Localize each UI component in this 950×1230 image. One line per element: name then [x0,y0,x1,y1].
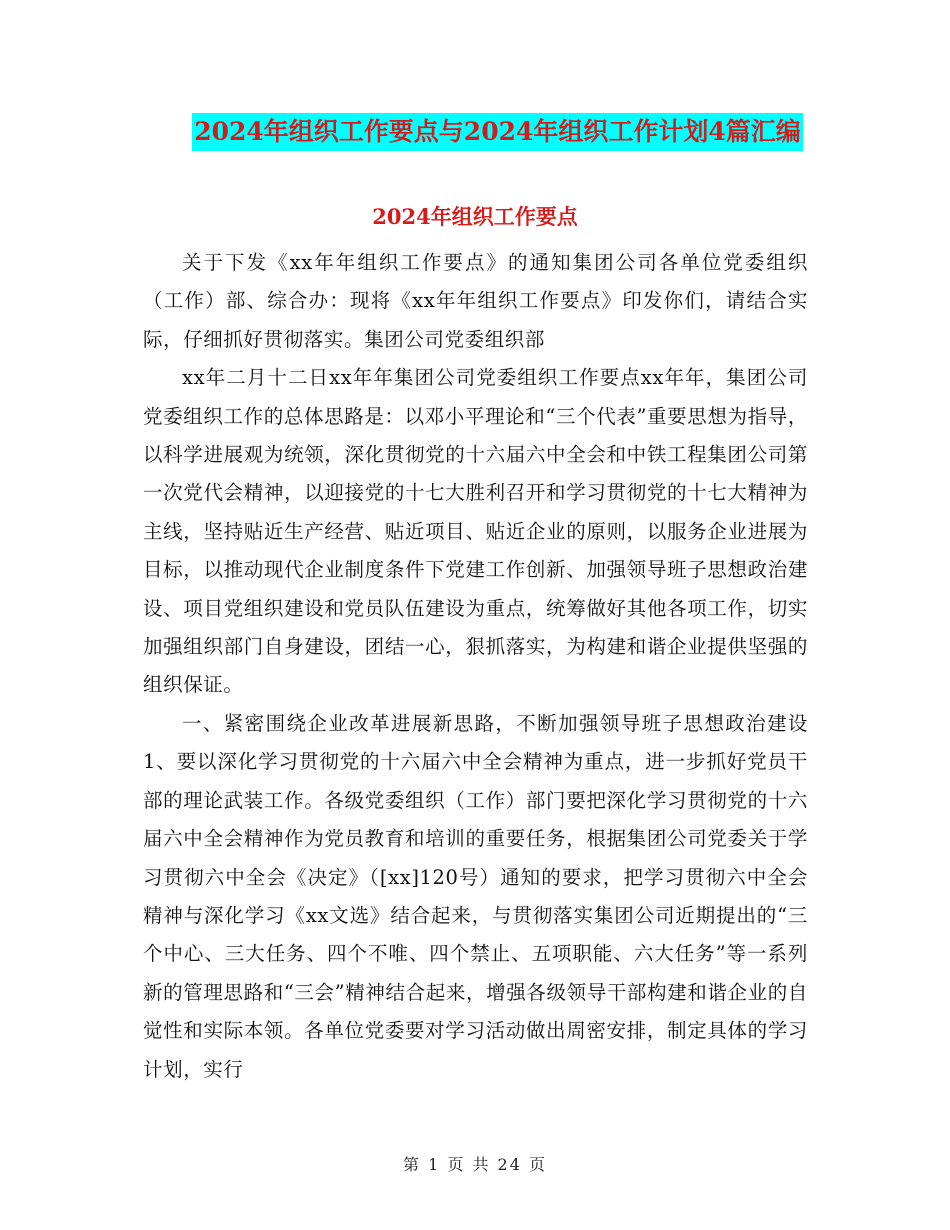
paragraph: 一、紧密围绕企业改革进展新思路，不断加强领导班子思想政治建设1、要以深化学习贯彻党的十六届六中全会精神为重点，进一步抓好党员干部的理论武装工作。各级党委组织（工作）部门要把深化学习贯彻党的十六届六中全会精神作为党员教育和培训的重要任务，根据集团公司党委关于学习贯彻六中全会《决定》（[xx]120号）通知的要求，把学习贯彻六中全会精神与深化学习《xx文选》结合起来，与贯彻落实集团公司近期提出的“三个中心、三大任务、四个不唯、四个禁止、五项职能、六大任务”等一系列新的管理思路和“三会”精神结合起来，增强各级领导干部构建和谐企业的自觉性和实际本领。各单位党委要对学习活动做出周密安排，制定具体的学习计划，实行 [143,711,808,1081]
paragraph: xx年二月十二日xx年年集团公司党委组织工作要点xx年年，集团公司党委组织工作的总体思路是：以邓小平理论和“三个代表”重要思想为指导，以科学进展观为统领，深化贯彻党的十六届六中全会和中铁工程集团公司第一次党代会精神，以迎接党的十七大胜利召开和学习贯彻党的十七大精神为主线，坚持贴近生产经营、贴近项目、贴近企业的原则，以服务企业进展为目标，以推动现代企业制度条件下党建工作创新、加强领导班子思想政治建设、项目党组织建设和党员队伍建设为重点，统筹做好其他各项工作，切实加强组织部门自身建设，团结一心，狠抓落实，为构建和谐企业提供坚强的组织保证。 [143,366,808,697]
document-title-container [0,113,950,151]
document-body [143,244,808,1089]
document-title: 2024年组织工作要点与2024年组织工作计划4篇汇编 [192,113,803,151]
paragraph: 关于下发《xx年年组织工作要点》的通知集团公司各单位党委组织（工作）部、综合办：现将《xx年年组织工作要点》印发你们，请结合实际，仔细抓好贯彻落实。集团公司党委组织部 [143,251,808,351]
page-number-footer: 第 1 页 共 24 页 [403,1155,547,1174]
section-title: 2024年组织工作要点 [372,204,578,229]
